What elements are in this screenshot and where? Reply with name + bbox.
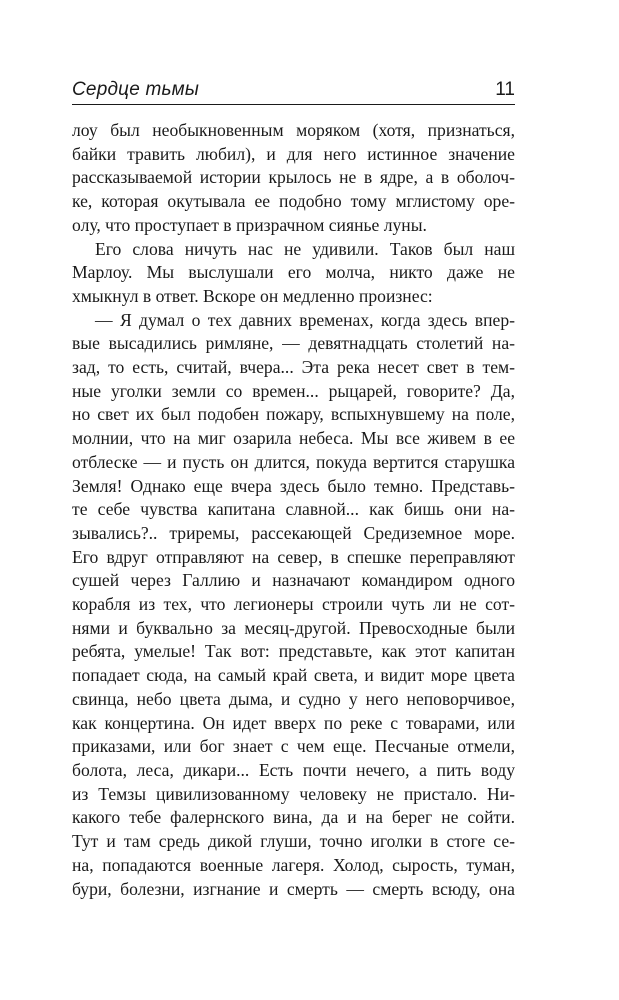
text-line: сушей через Галлию и назначают командиром одного <box>72 570 515 591</box>
text-line: хмыкнул в ответ. Вскоре он медленно произнес: <box>72 285 433 306</box>
text-line: как концертина. Он идет вверх по реке с товарами, или <box>72 712 515 733</box>
text-line: ребята, умелые! Так вот: представьте, как этот капитан <box>72 641 515 662</box>
text-line: какого тебе фалернского вина, да и на берег не сойти. <box>72 807 515 828</box>
text-line: свинца, небо цвета дыма, и судно у него неповорчивое, <box>72 688 515 709</box>
paragraph <box>72 119 515 238</box>
text-line: из Темзы цивилизованному человеку не пристало. Ни- <box>72 783 515 804</box>
text-line: нями и буквально за месяц-другой. Превосходные были <box>72 617 515 638</box>
text-line: приказами, или бог знает с чем еще. Песчаные отмели, <box>72 736 515 757</box>
text-line: Тут и там средь дикой глуши, точно иголки в стоге се- <box>72 831 515 852</box>
text-line: лоу был необыкновенным моряком (хотя, признаться, <box>72 120 515 140</box>
text-line: Его вдруг отправляют на север, в спешке переправляют <box>72 546 515 567</box>
text-line: ке, которая окутывала ее подобно тому мглистому оре- <box>72 191 515 212</box>
text-line: на, попадаются военные лагеря. Холод, сырость, туман, <box>72 854 515 875</box>
text-line: попадает сюда, на самый край света, и видит море цвета <box>72 665 515 686</box>
text-line: зад, то есть, считай, вчера... Эта река несет свет в тем- <box>72 357 515 378</box>
text-line: молнии, что на миг озарила небеса. Мы все живем в ее <box>72 428 515 449</box>
text-line: те себе чувства капитана славной... как бишь они на- <box>72 499 515 520</box>
book-page <box>72 76 515 901</box>
page-number: 11 <box>495 79 515 100</box>
text-line: рассказываемой истории крылось не в ядре, а в оболоч- <box>72 167 515 188</box>
text-line: ные уголки земли со времен... рыцарей, говорите? Да, <box>72 380 515 401</box>
text-line: корабля из тех, что легионеры строили чуть ли не сот- <box>72 594 515 615</box>
text-line: олу, что проступает в призрачном сиянье луны. <box>72 214 427 235</box>
running-header <box>72 76 515 105</box>
text-line: Земля! Однако еще вчера здесь было темно. Представь- <box>72 475 515 496</box>
text-line: — Я думал о тех давних временах, когда здесь впер- <box>95 309 515 330</box>
running-title: Сердце тьмы <box>72 79 200 100</box>
paragraph <box>72 309 515 902</box>
text-line: зывались?.. триремы, рассекающей Средиземное море. <box>72 522 515 543</box>
text-line: болота, леса, дикари... Есть почти нечего, а пить воду <box>72 759 515 780</box>
text-line: бури, болезни, изгнание и смерть — смерть всюду, она <box>72 878 515 899</box>
text-line: Его слова ничуть нас не удивили. Таков был наш <box>95 238 515 259</box>
paragraph <box>72 238 515 309</box>
text-line: но свет их был подобен пожару, вспыхнувшему на поле, <box>72 404 515 425</box>
text-line: байки травить любил), и для него истинное значение <box>72 143 515 164</box>
text-line: Марлоу. Мы выслушали его молча, никто даже не <box>72 262 515 283</box>
text-line: вые высадились римляне, — девятнадцать столетий на- <box>72 333 515 354</box>
body-text <box>72 119 515 901</box>
text-line: отблеске — и пусть он длится, покуда вертится старушка <box>72 451 515 472</box>
